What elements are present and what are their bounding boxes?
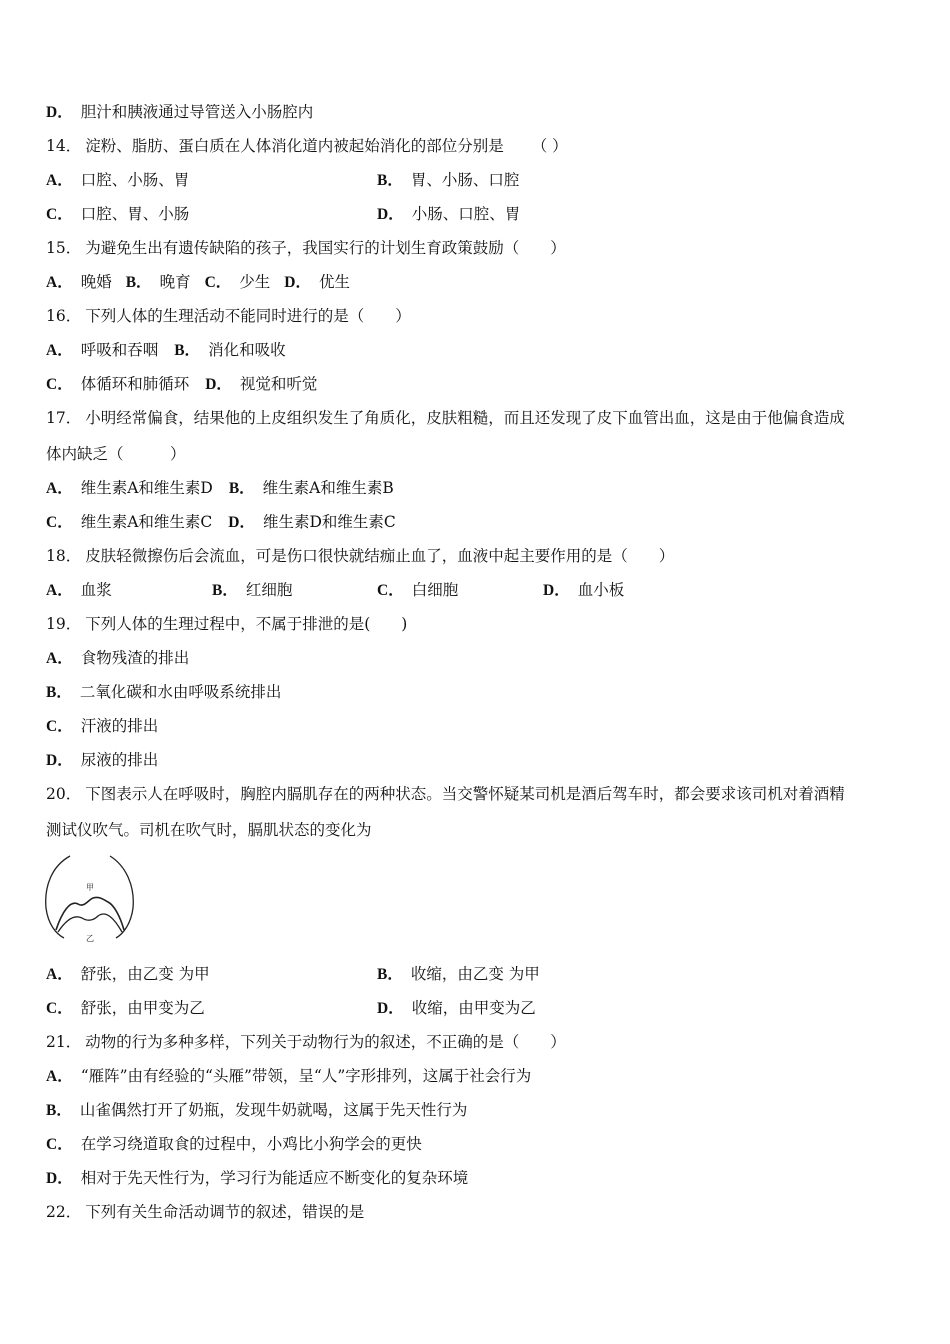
- option-text: 白细胞: [411, 581, 459, 599]
- q19-option-d: [46, 750, 158, 771]
- question-text: 动物的行为多种多样，下列关于动物行为的叙述，不正确的是（ ）: [85, 1033, 566, 1051]
- option-text: 胃、小肠、口腔: [410, 171, 520, 189]
- question-number: 14．: [46, 137, 82, 155]
- option-text: 晚育: [159, 273, 191, 291]
- answer-blank: （ ）: [531, 137, 568, 155]
- q14-option-a: [46, 170, 189, 191]
- question-text: 下图表示人在呼吸时，胸腔内膈肌存在的两种状态。当交警怀疑某司机是酒后驾车时，都会要求该司机对着酒精: [85, 785, 845, 803]
- q18-option-b: [212, 580, 292, 601]
- q13-option-d: [46, 102, 313, 123]
- option-text: “雁阵”由有经验的“头雁”带领，呈“人”字形排列，这属于社会行为: [80, 1067, 532, 1085]
- option-text: 优生: [319, 273, 351, 291]
- option-text: 少生: [239, 273, 271, 291]
- option-text: 视觉和听觉: [239, 375, 318, 393]
- option-text: 收缩，由甲变为乙: [411, 999, 536, 1017]
- q16-stem: [46, 306, 411, 326]
- question-number: 17．: [46, 409, 82, 427]
- option-text: 汗液的排出: [80, 717, 159, 735]
- diaphragm-curve-yi: [58, 914, 122, 932]
- diaphragm-diagram: [40, 850, 140, 945]
- q14-option-b: [377, 170, 519, 191]
- option-text: 呼吸和吞咽: [80, 341, 159, 359]
- option-text: 小肠、口腔、胃: [411, 205, 521, 223]
- option-text: 维生素A和维生素C: [80, 513, 213, 531]
- question-number: 15．: [46, 239, 82, 257]
- option-text: 口腔、小肠、胃: [80, 171, 190, 189]
- q20-option-b: [377, 964, 540, 985]
- figure-label-jia: 甲: [86, 883, 94, 892]
- option-label: D．: [46, 1170, 73, 1187]
- q14-stem: [46, 136, 568, 156]
- q19-option-c: [46, 716, 158, 737]
- q22-stem: [46, 1202, 364, 1222]
- question-text: 淀粉、脂肪、蛋白质在人体消化道内被起始消化的部位分别是: [85, 137, 504, 155]
- q16-options-cd: [46, 374, 317, 395]
- option-label: A．: [46, 582, 73, 599]
- option-label: B．: [377, 172, 403, 189]
- question-text: 小明经常偏食，结果他的上皮组织发生了角质化，皮肤粗糙，而且还发现了皮下血管出血，这是由于他偏食造成: [85, 409, 845, 427]
- option-label: B．: [212, 582, 238, 599]
- q16-options-ab: [46, 340, 286, 361]
- option-text: 山雀偶然打开了奶瓶，发现牛奶就喝，这属于先天性行为: [79, 1101, 468, 1119]
- option-text: 红细胞: [245, 581, 293, 599]
- option-label: D．: [46, 104, 73, 121]
- option-text: 食物残渣的排出: [80, 649, 190, 667]
- q21-option-d: [46, 1168, 468, 1189]
- option-label: A．: [46, 274, 73, 291]
- q20-option-a: [46, 964, 210, 985]
- q21-option-b: [46, 1100, 467, 1121]
- q18-option-d: [543, 580, 624, 601]
- question-text: 下列人体的生理活动不能同时进行的是（ ）: [85, 307, 411, 325]
- option-text: 二氧化碳和水由呼吸系统排出: [79, 683, 282, 701]
- diaphragm-curve-jia: [56, 897, 124, 930]
- option-text: 相对于先天性行为，学习行为能适应不断变化的复杂环境: [80, 1169, 469, 1187]
- q14-option-d: [377, 204, 520, 225]
- q21-option-c: [46, 1134, 422, 1155]
- q17-stem-line1: [46, 408, 845, 428]
- option-label: D．: [284, 274, 311, 291]
- q18-stem: [46, 546, 674, 566]
- option-text: 血小板: [577, 581, 625, 599]
- question-number: 22．: [46, 1203, 82, 1221]
- option-label: A．: [46, 966, 73, 983]
- option-label: B．: [377, 966, 403, 983]
- figure-label-yi: 乙: [86, 934, 94, 943]
- option-label: B．: [174, 342, 201, 359]
- option-text: 胆汁和胰液通过导管送入小肠腔内: [80, 103, 314, 121]
- option-text: 血浆: [80, 581, 112, 599]
- option-label: B．: [46, 684, 72, 701]
- option-text: 口腔、胃、小肠: [80, 205, 190, 223]
- q14-option-c: [46, 204, 189, 225]
- option-label: A．: [46, 480, 73, 497]
- question-number: 18．: [46, 547, 82, 565]
- option-text: 舒张，由甲变为乙: [80, 999, 205, 1017]
- q19-option-b: [46, 682, 281, 703]
- option-label: C．: [204, 274, 232, 291]
- option-text: 收缩，由乙变 为甲: [410, 965, 540, 983]
- thorax-wall-right: [110, 856, 133, 938]
- option-label: B．: [46, 1102, 72, 1119]
- q20-stem-line2: 测试仪吹气。司机在吹气时，膈肌状态的变化为: [46, 821, 372, 839]
- option-text: 维生素A和维生素B: [262, 479, 394, 497]
- option-label: C．: [46, 206, 73, 223]
- option-label: D．: [205, 376, 232, 393]
- q21-option-a: [46, 1066, 531, 1087]
- question-number: 19．: [46, 615, 82, 633]
- option-text: 在学习绕道取食的过程中，小鸡比小狗学会的更快: [80, 1135, 422, 1153]
- option-label: C．: [377, 582, 404, 599]
- option-text: 晚婚: [80, 273, 112, 291]
- option-text: 尿液的排出: [80, 751, 159, 769]
- option-label: B．: [228, 480, 255, 497]
- q17-options-ab: [46, 478, 394, 499]
- q21-stem: [46, 1032, 566, 1052]
- q17-options-cd: [46, 512, 396, 533]
- option-label: C．: [46, 376, 73, 393]
- option-text: 体循环和肺循环: [80, 375, 190, 393]
- option-label: D．: [377, 206, 404, 223]
- option-label: B．: [125, 274, 152, 291]
- q19-option-a: [46, 648, 189, 669]
- option-label: D．: [228, 514, 255, 531]
- question-number: 21．: [46, 1033, 82, 1051]
- option-label: D．: [46, 752, 73, 769]
- option-label: C．: [46, 1136, 73, 1153]
- option-label: A．: [46, 342, 73, 359]
- option-text: 消化和吸收: [208, 341, 286, 359]
- question-text: 皮肤轻微擦伤后会流血，可是伤口很快就结痂止血了，血液中起主要作用的是（ ）: [85, 547, 675, 565]
- option-label: D．: [543, 582, 570, 599]
- question-text: 为避免生出有遗传缺陷的孩子，我国实行的计划生育政策鼓励（ ）: [85, 239, 566, 257]
- q15-options: [46, 272, 350, 293]
- option-label: A．: [46, 172, 73, 189]
- q17-stem-line2: 体内缺乏（ ）: [46, 445, 186, 463]
- q20-stem-line1: [46, 784, 845, 804]
- q18-option-c: [377, 580, 458, 601]
- option-label: C．: [46, 514, 73, 531]
- q20-option-c: [46, 998, 205, 1019]
- option-label: A．: [46, 650, 73, 667]
- q19-stem: [46, 614, 407, 634]
- option-label: C．: [46, 1000, 73, 1017]
- question-number: 16．: [46, 307, 82, 325]
- option-label: C．: [46, 718, 73, 735]
- q18-option-a: [46, 580, 112, 601]
- option-text: 舒张，由乙变 为甲: [80, 965, 210, 983]
- option-label: A．: [46, 1068, 73, 1085]
- option-text: 维生素D和维生素C: [262, 513, 396, 531]
- option-label: D．: [377, 1000, 404, 1017]
- option-text: 维生素A和维生素D: [80, 479, 213, 497]
- question-number: 20．: [46, 785, 82, 803]
- question-text: 下列有关生命活动调节的叙述，错误的是: [85, 1203, 365, 1221]
- q20-option-d: [377, 998, 536, 1019]
- q15-stem: [46, 238, 566, 258]
- question-text: 下列人体的生理过程中，不属于排泄的是( ): [85, 615, 408, 633]
